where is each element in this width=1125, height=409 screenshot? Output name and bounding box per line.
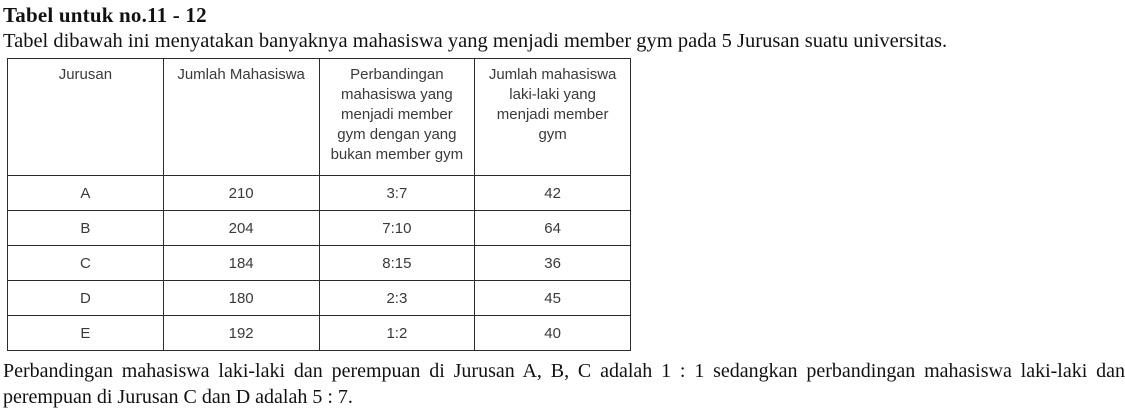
cell-perbandingan: 3:7: [319, 176, 475, 211]
cell-jurusan: D: [8, 281, 164, 316]
table-body: [8, 176, 631, 351]
col-header-jumlah-mahasiswa: Jumlah Mahasiswa: [163, 59, 319, 176]
cell-perbandingan: 8:15: [319, 246, 475, 281]
col-header-perbandingan-member: Perbandingan mahasiswa yang menjadi member gym dengan yang bukan member gym: [319, 59, 475, 176]
cell-jurusan: A: [8, 176, 164, 211]
cell-perbandingan: 2:3: [319, 281, 475, 316]
footer-text: Perbandingan mahasiswa laki-laki dan perempuan di Jurusan A, B, C adalah 1 : 1 sedangkan perbandingan mahasiswa laki-laki dan perempuan di Jurusan C dan D adalah 5 : 7.: [3, 360, 1125, 408]
cell-perbandingan: 1:2: [319, 316, 475, 351]
header-row: [8, 59, 631, 176]
col-header-jumlah-laki-laki: Jumlah mahasiswa laki-laki yang menjadi member gym: [475, 59, 631, 176]
cell-jurusan: B: [8, 211, 164, 246]
cell-jumlah: 184: [163, 246, 319, 281]
table-row-d: [8, 281, 631, 316]
page-title: Tabel untuk no.11 - 12: [3, 3, 207, 27]
cell-laki-laki: 45: [475, 281, 631, 316]
table-header: [8, 59, 631, 176]
table-row-c: [8, 246, 631, 281]
table-row-e: [8, 316, 631, 351]
cell-laki-laki: 42: [475, 176, 631, 211]
table-row-b: [8, 211, 631, 246]
cell-laki-laki: 40: [475, 316, 631, 351]
cell-jumlah: 210: [163, 176, 319, 211]
table-row-a: [8, 176, 631, 211]
cell-perbandingan: 7:10: [319, 211, 475, 246]
intro-text: Tabel dibawah ini menyatakan banyaknya mahasiswa yang menjadi member gym pada 5 Jurusan suatu universitas.: [3, 30, 948, 52]
gym-members-table: [7, 58, 631, 351]
cell-laki-laki: 36: [475, 246, 631, 281]
cell-laki-laki: 64: [475, 211, 631, 246]
cell-jurusan: E: [8, 316, 164, 351]
cell-jurusan: C: [8, 246, 164, 281]
cell-jumlah: 192: [163, 316, 319, 351]
cell-jumlah: 180: [163, 281, 319, 316]
col-header-jurusan: Jurusan: [8, 59, 164, 176]
cell-jumlah: 204: [163, 211, 319, 246]
